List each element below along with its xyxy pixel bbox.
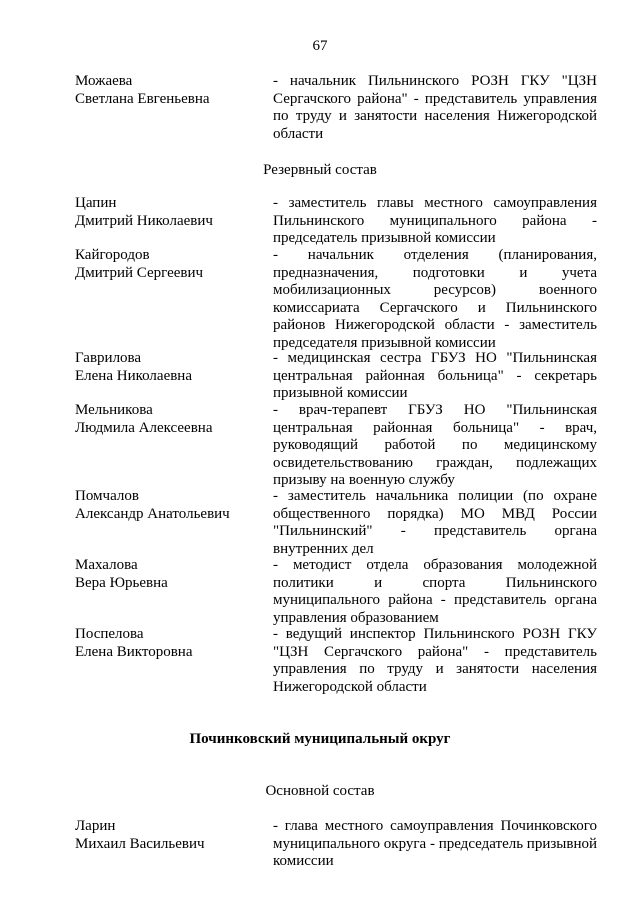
member-name: [75, 818, 265, 853]
member-given-name: Елена Николаевна: [75, 367, 192, 384]
member-name: [75, 557, 265, 592]
member-name: [75, 626, 265, 661]
member-surname: Помчалов: [75, 488, 139, 504]
member-given-name: Вера Юрьевна: [75, 574, 168, 591]
member-role: - глава местного самоуправления Починковского муниципального округа - председатель призывной комиссии: [273, 818, 598, 869]
member-given-name: Дмитрий Сергеевич: [75, 264, 204, 281]
reserve-heading: Резервный состав: [263, 162, 377, 178]
member-role: - заместитель начальника полиции (по охране общественного порядка) МО МВД России "Пильнинский" - представитель органа внутренних дел: [273, 488, 597, 557]
member-given-name: Михаил Васильевич: [75, 835, 205, 852]
member-name: [75, 247, 265, 282]
section-title: Починковский муниципальный округ: [189, 731, 451, 747]
member-surname: Цапин: [75, 195, 117, 211]
member-given-name: Дмитрий Николаевич: [75, 212, 213, 229]
member-name: [75, 73, 265, 108]
member-surname: Поспелова: [75, 626, 144, 642]
member-role: - методист отдела образования молодежной политики и спорта Пильнинского муниципального района - представитель органа управления образованием: [273, 557, 597, 626]
member-given-name: Елена Викторовна: [75, 643, 193, 660]
member-role: - начальник Пильнинского РОЗН ГКУ "ЦЗН Сергачского района" - представитель управления по труду и занятости населения Нижегородской области: [273, 73, 597, 142]
member-role: - медицинская сестра ГБУЗ НО "Пильнинская центральная районная больница" - секретарь призывной комиссии: [273, 350, 597, 401]
page-number: 67: [312, 38, 328, 54]
member-role: - начальник отделения (планирования, предназначения, подготовки и учета мобилизационных ресурсов) военного комиссариата Сергачского и Пильнинского районов Нижегородской области - заместитель председателя призывной комиссии: [273, 247, 597, 351]
member-entry: [75, 73, 597, 143]
member-surname: Махалова: [75, 557, 138, 573]
member-given-name: Светлана Евгеньевна: [75, 90, 210, 107]
member-name: [75, 402, 265, 437]
main-heading: Основной состав: [265, 783, 375, 799]
member-name: [75, 488, 265, 523]
member-name: [75, 350, 265, 385]
member-role: - ведущий инспектор Пильнинского РОЗН ГКУ "ЦЗН Сергачского района" - представитель управления по труду и занятости населения Нижегородской области: [273, 626, 597, 695]
member-surname: Гаврилова: [75, 350, 142, 366]
member-surname: Ларин: [75, 818, 116, 834]
member-role: - заместитель главы местного самоуправления Пильнинского муниципального района - председатель призывной комиссии: [273, 195, 597, 246]
member-role: - врач-терапевт ГБУЗ НО "Пильнинская центральная районная больница" - врач, руководящий работой по медицинскому освидетельствованию граждан, подлежащих призыву на военную службу: [273, 402, 597, 488]
member-surname: Мельникова: [75, 402, 153, 418]
member-name: [75, 195, 265, 230]
member-given-name: Людмила Алексеевна: [75, 419, 213, 436]
member-surname: Можаева: [75, 73, 133, 89]
member-given-name: Александр Анатольевич: [75, 505, 230, 522]
member-surname: Кайгородов: [75, 247, 150, 263]
